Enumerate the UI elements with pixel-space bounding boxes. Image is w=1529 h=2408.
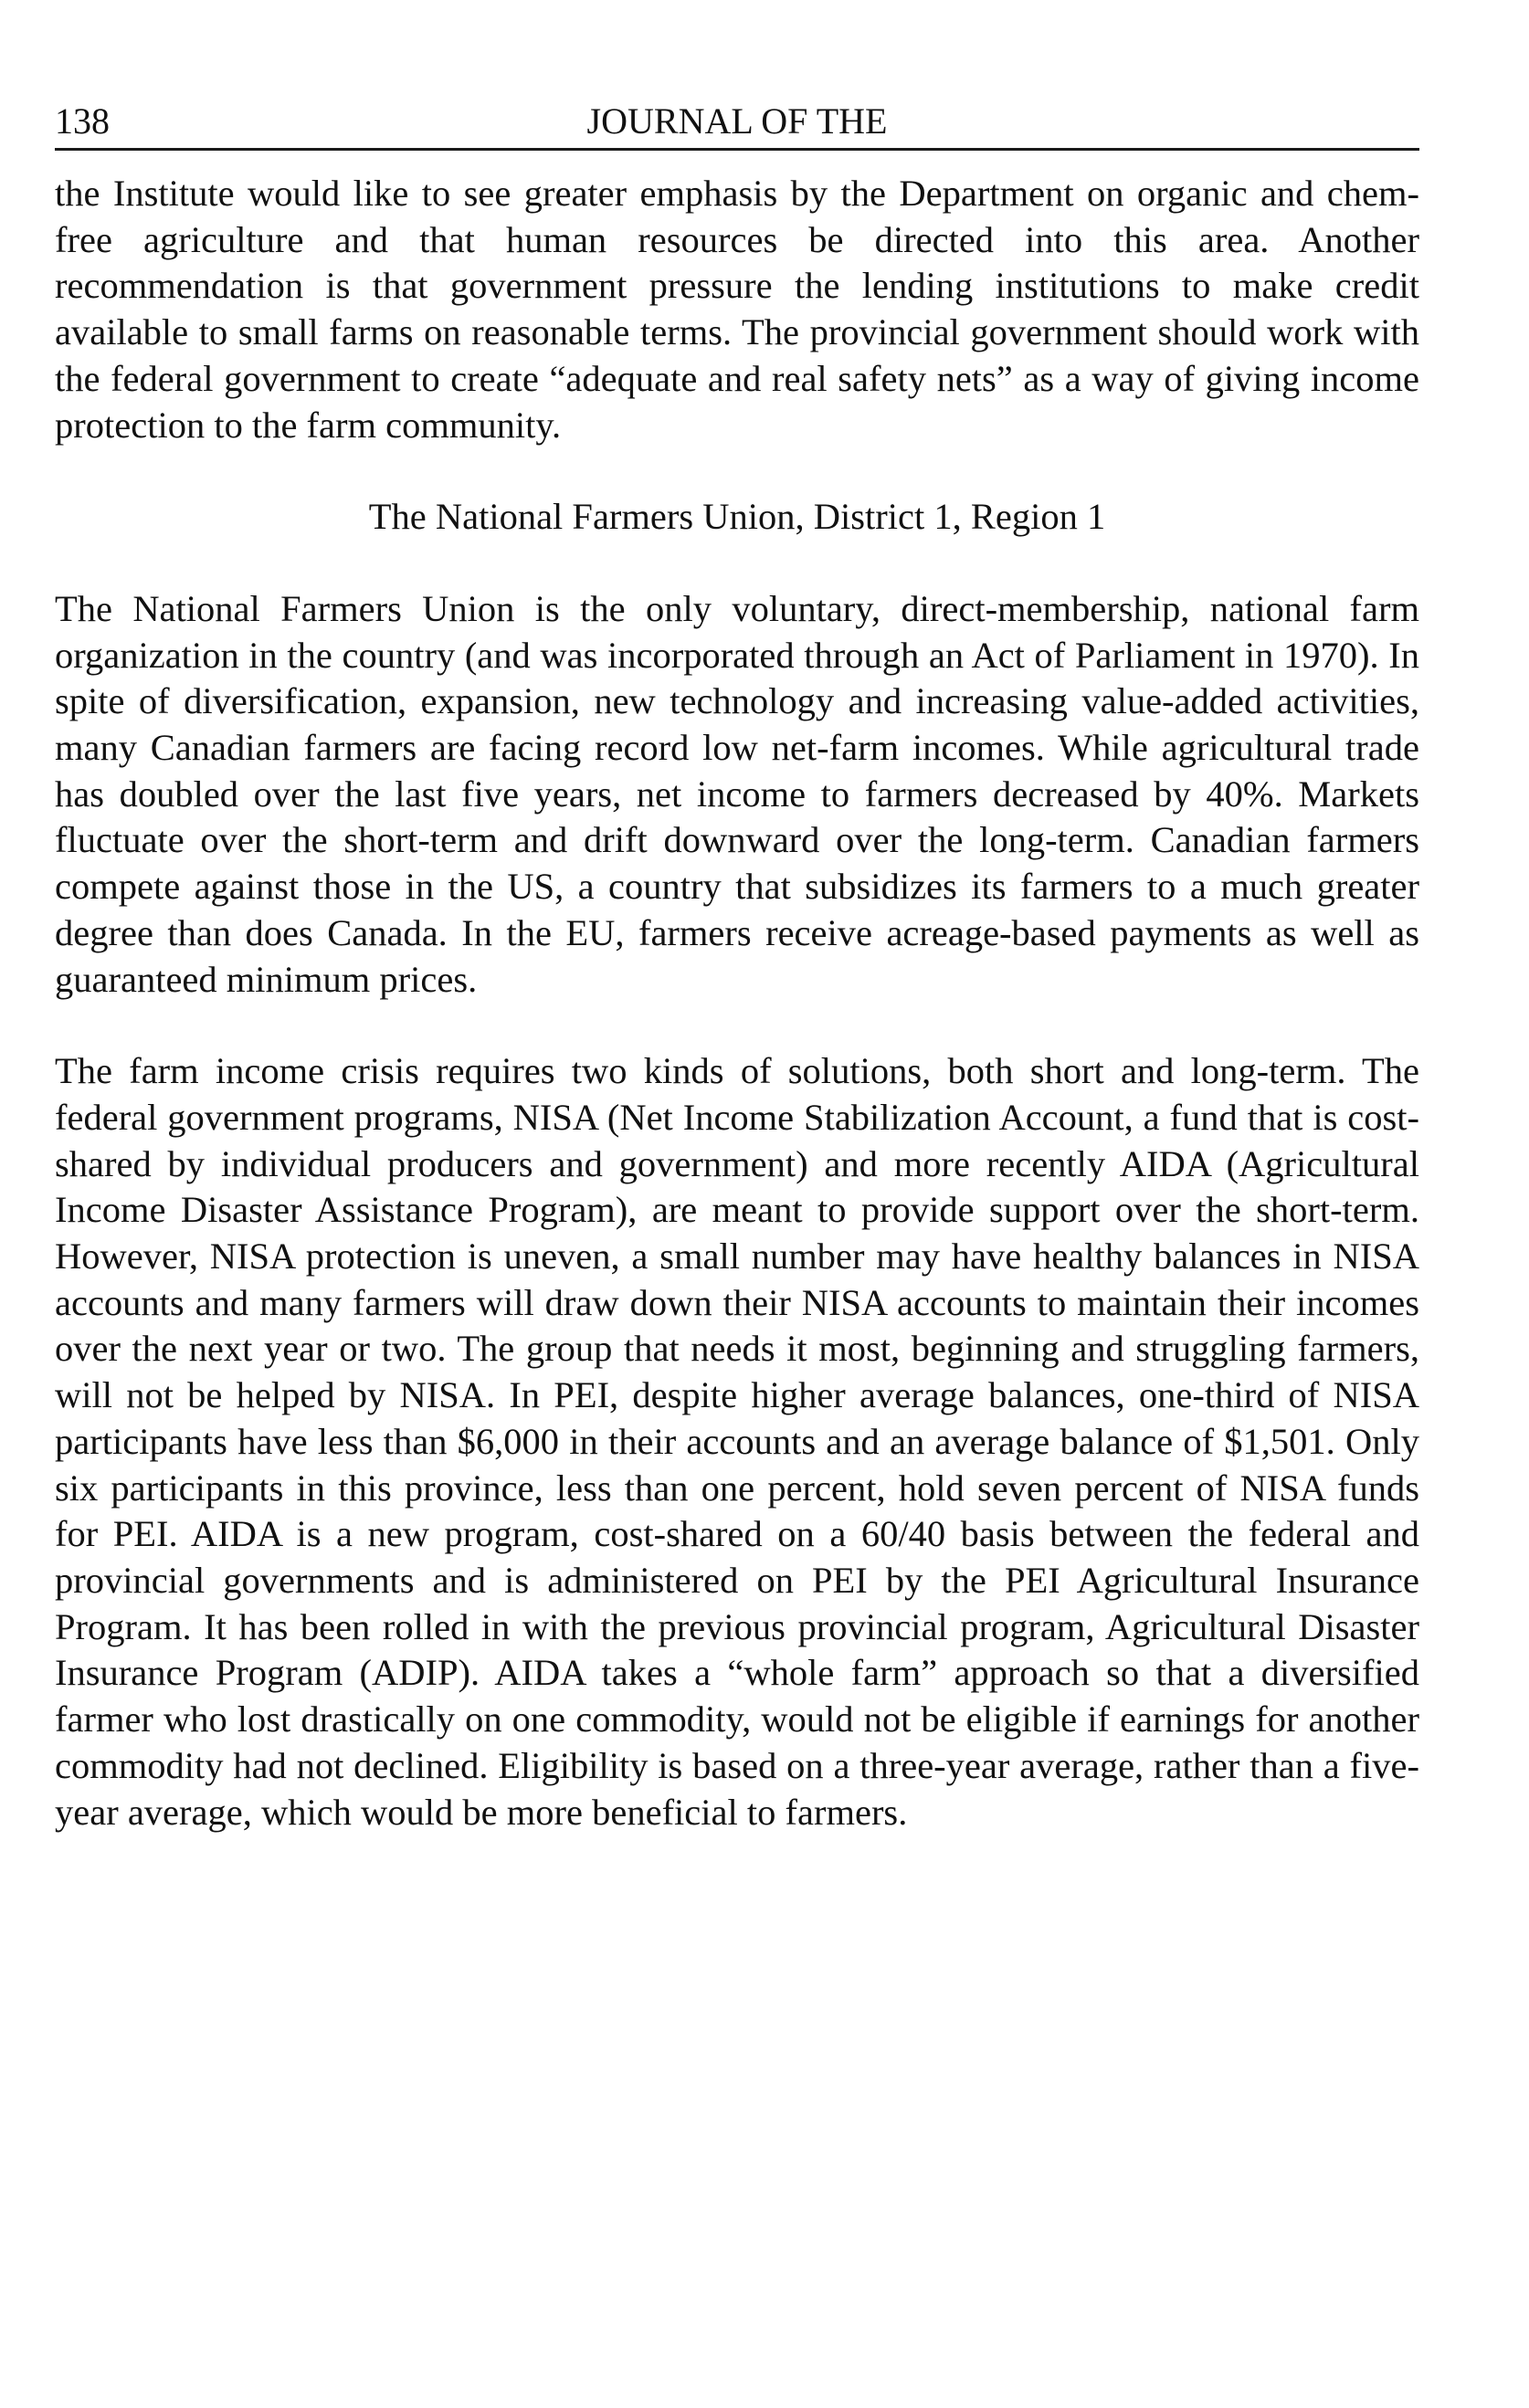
paragraph-farm-income-crisis: The farm income crisis requires two kinds of solutions, both short and long-term. The federal government programs, NISA (Net Income Stabilization Account, a fund that is cost-shared by individual producers and government) and more recently AIDA (Agricultural Income Disaster Assistance Program), are meant to provide support over the short-term. However, NISA protection is uneven, a small number may have healthy balances in NISA accounts and many farmers will draw down their NISA accounts to maintain their incomes over the next year or two. The group that needs it most, beginning and struggling farmers, will not be helped by NISA. In PEI, despite higher average balances, one-third of NISA participants have less than $6,000 in their accounts and an average balance of $1,501. Only six participants in this province, less than one percent, hold seven percent of NISA funds for PEI. AIDA is a new program, cost-shared on a 60/40 basis between the federal and provincial governments and is administered on PEI by the PEI Agricultural Insurance Program. It has been rolled in with the previous provincial program, Agricultural Disaster Insurance Program (ADIP). AIDA takes a “whole farm” approach so that a diversified farmer who lost drastically on one commodity, would not be eligible if earnings for another commodity had not declined. Eligibility is based on a three-year average, rather than a five-year average, which would be more beneficial to farmers. — [55, 1050, 1419, 1833]
body-text — [55, 171, 1419, 1835]
journal-title: JOURNAL OF THE — [586, 100, 888, 142]
document-page — [55, 100, 1419, 1835]
paragraph-institute-recommendations: the Institute would like to see greater emphasis by the Department on organic and chem-free agriculture and that human resources be directed into this area. Another recommendation is that government pressure the lending institutions to make credit available to small farms on reasonable terms. The provincial government should work with the federal government to create “adequate and real safety nets” as a way of giving income protection to the farm community. — [55, 173, 1419, 446]
section-heading: The National Farmers Union, District 1, Region 1 — [368, 496, 1106, 538]
running-header — [55, 100, 1419, 151]
page-number: 138 — [55, 100, 110, 142]
paragraph-nfu-overview: The National Farmers Union is the only voluntary, direct-membership, national farm organization in the country (and was incorporated through an Act of Parliament in 1970). In spite of diversification, expansion, new technology and increasing value-added activities, many Canadian farmers are facing record low net-farm incomes. While agricultural trade has doubled over the last five years, net income to farmers decreased by 40%. Markets fluctuate over the short-term and drift downward over the long-term. Canadian farmers compete against those in the US, a country that subsidizes its farmers to a much greater degree than does Canada. In the EU, farmers receive acreage-based payments as well as guaranteed minimum prices. — [55, 587, 1419, 1000]
